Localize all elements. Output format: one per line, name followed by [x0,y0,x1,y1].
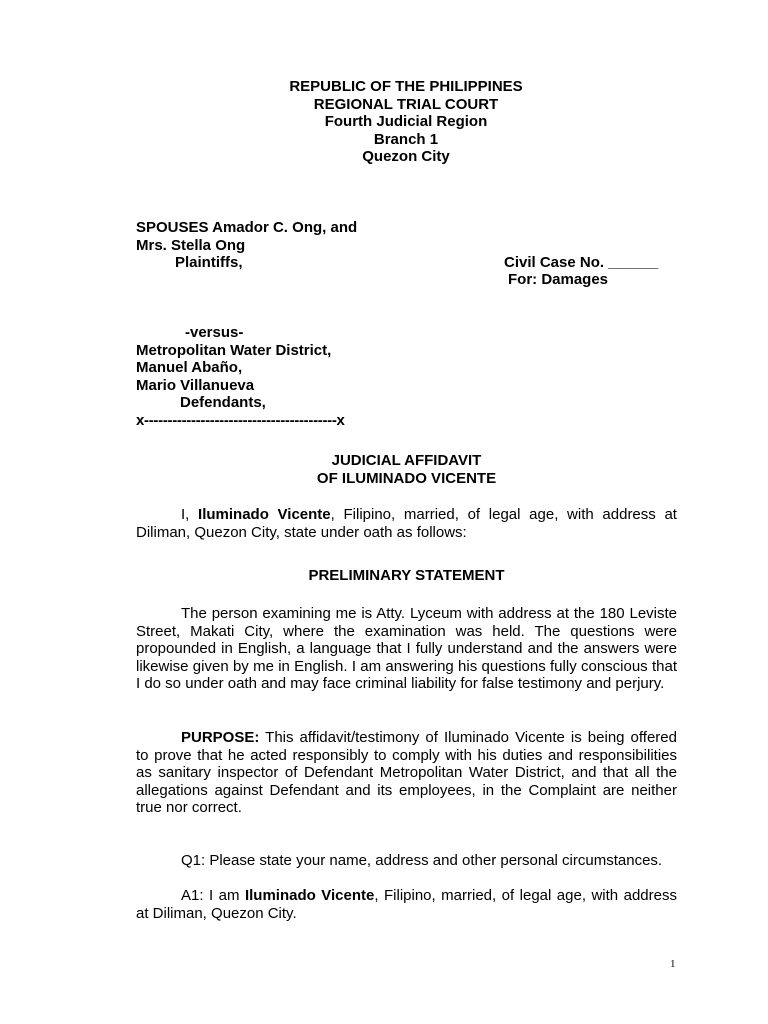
header-republic: REPUBLIC OF THE PHILIPPINES [289,78,523,95]
plaintiffs-line2: Mrs. Stella Ong [136,237,246,254]
affiant-name: Iluminado Vicente [198,506,331,523]
answer-1 [136,887,677,922]
intro-pre: I, [181,506,199,523]
answer-1-name: Iluminado Vicente [244,887,375,904]
defendant-2: Manuel Abaño, [136,359,243,376]
header-city: Quezon City [362,148,450,165]
defendants-label: Defendants, [180,394,266,411]
header-branch: Branch 1 [373,130,439,148]
civil-case-number: Civil Case No. ______ [504,254,659,271]
purpose-paragraph [136,729,677,817]
preliminary-heading: PRELIMINARY STATEMENT [308,567,505,584]
plaintiffs-line1: SPOUSES Amador C. Ong, and [136,219,358,236]
defendant-3: Mario Villanueva [136,377,255,394]
purpose-label: PURPOSE: [181,729,260,746]
header-court: REGIONAL TRIAL COURT [313,95,499,113]
intro-paragraph [136,506,677,541]
plaintiffs-label: Plaintiffs, [175,254,243,271]
question-1 [136,852,677,870]
versus: -versus- [185,324,244,341]
defendant-1: Metropolitan Water District, [136,342,332,359]
question-1-text: Q1: Please state your name, address and other personal circumstances. [181,852,663,869]
preliminary-paragraph [136,605,677,693]
answer-1-post: , Filipino, married, of legal age, with address at Diliman, Quezon City. [136,887,677,922]
affidavit-title-2: OF ILUMINADO VICENTE [316,470,497,487]
answer-1-pre: A1: I am [181,887,245,904]
intro-post: , Filipino, married, of legal age, with address at Diliman, Quezon City, state under oath as follows: [136,506,677,541]
court-header [0,78,768,166]
affidavit-title-1: JUDICIAL AFFIDAVIT [331,452,482,469]
page-number: 1 [670,958,676,970]
purpose-text: This affidavit/testimony of Iluminado Vicente is being offered to prove that he acted responsibly to comply with his duties and responsibilities as sanitary inspector of Defendant Metropolitan Water District, and that all the allegations against Defendant and its employees, in the Complaint are neither true nor correct. [136,729,677,816]
preliminary-text: The person examining me is Atty. Lyceum with address at the 180 Leviste Street, Makati City, where the examination was held. The questions were propounded in English, a language that I fully understand and the answers were likewise given by me in English. I am answering his questions fully conscious that I do so under oath and may face criminal liability for false testimony and perjury. [136,605,677,692]
case-nature: For: Damages [508,271,609,288]
caption-separator: x-----------------------------------------x [136,412,345,429]
header-region: Fourth Judicial Region [324,113,488,130]
